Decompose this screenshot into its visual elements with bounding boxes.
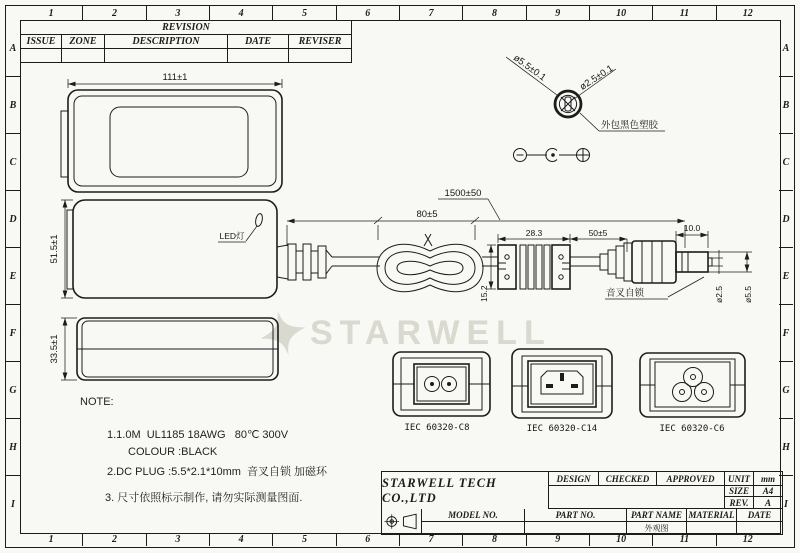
grid-col-label: 1 — [20, 6, 83, 20]
grid-row-label: F — [779, 305, 793, 362]
note-line-2: COLOUR :BLACK — [128, 446, 218, 458]
grid-row-label: C — [779, 134, 793, 191]
grid-col-label: 8 — [463, 6, 526, 20]
grid-col-label: 12 — [742, 534, 753, 545]
third-angle-projection-icon — [382, 509, 421, 534]
grid-col-label: 5 — [273, 533, 336, 546]
dim-plug-length: 10.0 — [683, 223, 701, 233]
title-block — [381, 471, 783, 535]
date-label: DATE — [737, 509, 782, 522]
grid-row-label: E — [6, 248, 20, 305]
grid-row-label: D — [6, 191, 20, 248]
note-line-3: 2.DC PLUG :5.5*2.1*10mm 音叉自锁 加磁环 — [107, 466, 328, 478]
dim-cable-overall: 1500±50 — [444, 188, 482, 199]
dim-top-width: 111±1 — [162, 72, 188, 83]
revision-title: REVISION — [21, 21, 351, 35]
grid-col-label: 6 — [337, 6, 400, 20]
iec-c8-label: IEC 60320-C8 — [404, 423, 470, 433]
grid-row-label: B — [779, 77, 793, 134]
part-no-label: PART NO. — [525, 509, 627, 522]
notes-title: NOTE: — [80, 396, 114, 408]
dim-tip-outer: ø5.5±0.1 — [511, 52, 548, 84]
grid-row-label: G — [6, 362, 20, 419]
projection-symbol — [382, 509, 422, 534]
grid-col-label: 11 — [653, 6, 716, 20]
sign-off-empty-cell — [549, 486, 725, 509]
model-no-label: MODEL NO. — [422, 509, 525, 522]
grid-col-label: 8 — [463, 533, 526, 546]
dim-ferrite-height: 15.2 — [479, 285, 489, 302]
checked-label: CHECKED — [599, 472, 657, 486]
size-value: A4 — [754, 486, 782, 497]
iec-c6-label: IEC 60320-C6 — [659, 424, 725, 434]
grid-col-label: 11 — [653, 533, 716, 546]
size-label: SIZE — [725, 486, 754, 497]
dim-front-height: 33.5±1 — [49, 334, 60, 364]
grid-col-label: 12 — [742, 7, 753, 19]
grid-row-label: A — [779, 20, 793, 77]
revision-col-issue: ISSUE — [21, 35, 62, 48]
grid-col-label: 4 — [210, 6, 273, 20]
revision-table — [20, 20, 352, 63]
dim-side-height: 51.5±1 — [49, 234, 60, 264]
grid-col-label: 9 — [527, 533, 590, 546]
part-name-value: 外观图 — [627, 522, 687, 534]
grid-row-label: H — [6, 419, 20, 476]
grid-col-label: 7 — [400, 6, 463, 20]
dim-knot-length: 80±5 — [416, 209, 438, 220]
grid-row-label: H — [779, 419, 793, 476]
material-label: MATERIAL — [687, 509, 737, 522]
unit-value: mm — [754, 472, 782, 486]
iec-c14-label: IEC 60320-C14 — [526, 424, 598, 434]
plug-lock-note: 音叉自锁 — [606, 288, 645, 299]
part-no-value — [525, 522, 627, 534]
rev-value: A — [754, 497, 782, 509]
revision-col-reviser: REVISER — [298, 36, 342, 47]
watermark-text: STARWELL — [310, 313, 552, 352]
grid-col-label: 2 — [83, 533, 146, 546]
dim-ferrite-to-plug: 50±5 — [588, 228, 608, 238]
grid-col-label: 3 — [147, 533, 210, 546]
grid-col-label: 7 — [400, 533, 463, 546]
grid-col-label: 4 — [210, 533, 273, 546]
grid-row-label: D — [779, 191, 793, 248]
grid-row-label: G — [779, 362, 793, 419]
grid-row-label: A — [6, 20, 20, 77]
grid-row-label: B — [6, 77, 20, 134]
led-label: LED灯 — [219, 231, 245, 241]
part-name-label: PART NAME — [627, 509, 687, 522]
grid-ref-top — [20, 6, 779, 20]
grid-row-label: C — [6, 134, 20, 191]
model-no-value — [422, 522, 525, 534]
dim-tip-inner: ø2.5±0.1 — [577, 63, 616, 93]
unit-label: UNIT — [725, 472, 754, 486]
revision-header-row — [21, 35, 351, 49]
grid-ref-left — [6, 20, 20, 532]
grid-col-label: 2 — [83, 6, 146, 20]
tip-material-note: 外包黑色塑胶 — [601, 120, 659, 131]
approved-label: APPROVED — [657, 472, 725, 486]
note-line-1: 1.1.0M UL1185 18AWG 80℃ 300V — [107, 429, 289, 441]
note-line-4: 3. 尺寸依照标示制作, 请勿实际测量图面. — [105, 492, 303, 504]
grid-col-label: 10 — [590, 533, 653, 546]
grid-col-label: 10 — [590, 6, 653, 20]
dim-ferrite-length: 28.3 — [525, 228, 543, 238]
dim-plug-inner-dia: ø2.5 — [714, 285, 724, 303]
material-value — [687, 522, 737, 534]
company-name: STARWELL TECH CO.,LTD — [382, 472, 549, 509]
revision-col-description: DESCRIPTION — [105, 35, 228, 48]
revision-empty-row — [21, 49, 351, 62]
revision-col-zone: ZONE — [62, 35, 105, 48]
grid-ref-right — [779, 20, 793, 532]
grid-col-label: 6 — [337, 533, 400, 546]
revision-col-date: DATE — [228, 35, 289, 48]
grid-col-label: 5 — [273, 6, 336, 20]
grid-row-label: F — [6, 305, 20, 362]
grid-col-label: 3 — [147, 6, 210, 20]
grid-row-label: E — [779, 248, 793, 305]
grid-col-label: 9 — [527, 6, 590, 20]
rev-label: REV. — [725, 497, 754, 509]
grid-row-label: I — [11, 498, 15, 510]
date-value — [737, 522, 782, 534]
grid-row-label: I — [784, 498, 788, 510]
grid-col-label: 1 — [20, 533, 83, 546]
dim-plug-outer-dia: ø5.5 — [743, 285, 753, 303]
design-label: DESIGN — [549, 472, 599, 486]
